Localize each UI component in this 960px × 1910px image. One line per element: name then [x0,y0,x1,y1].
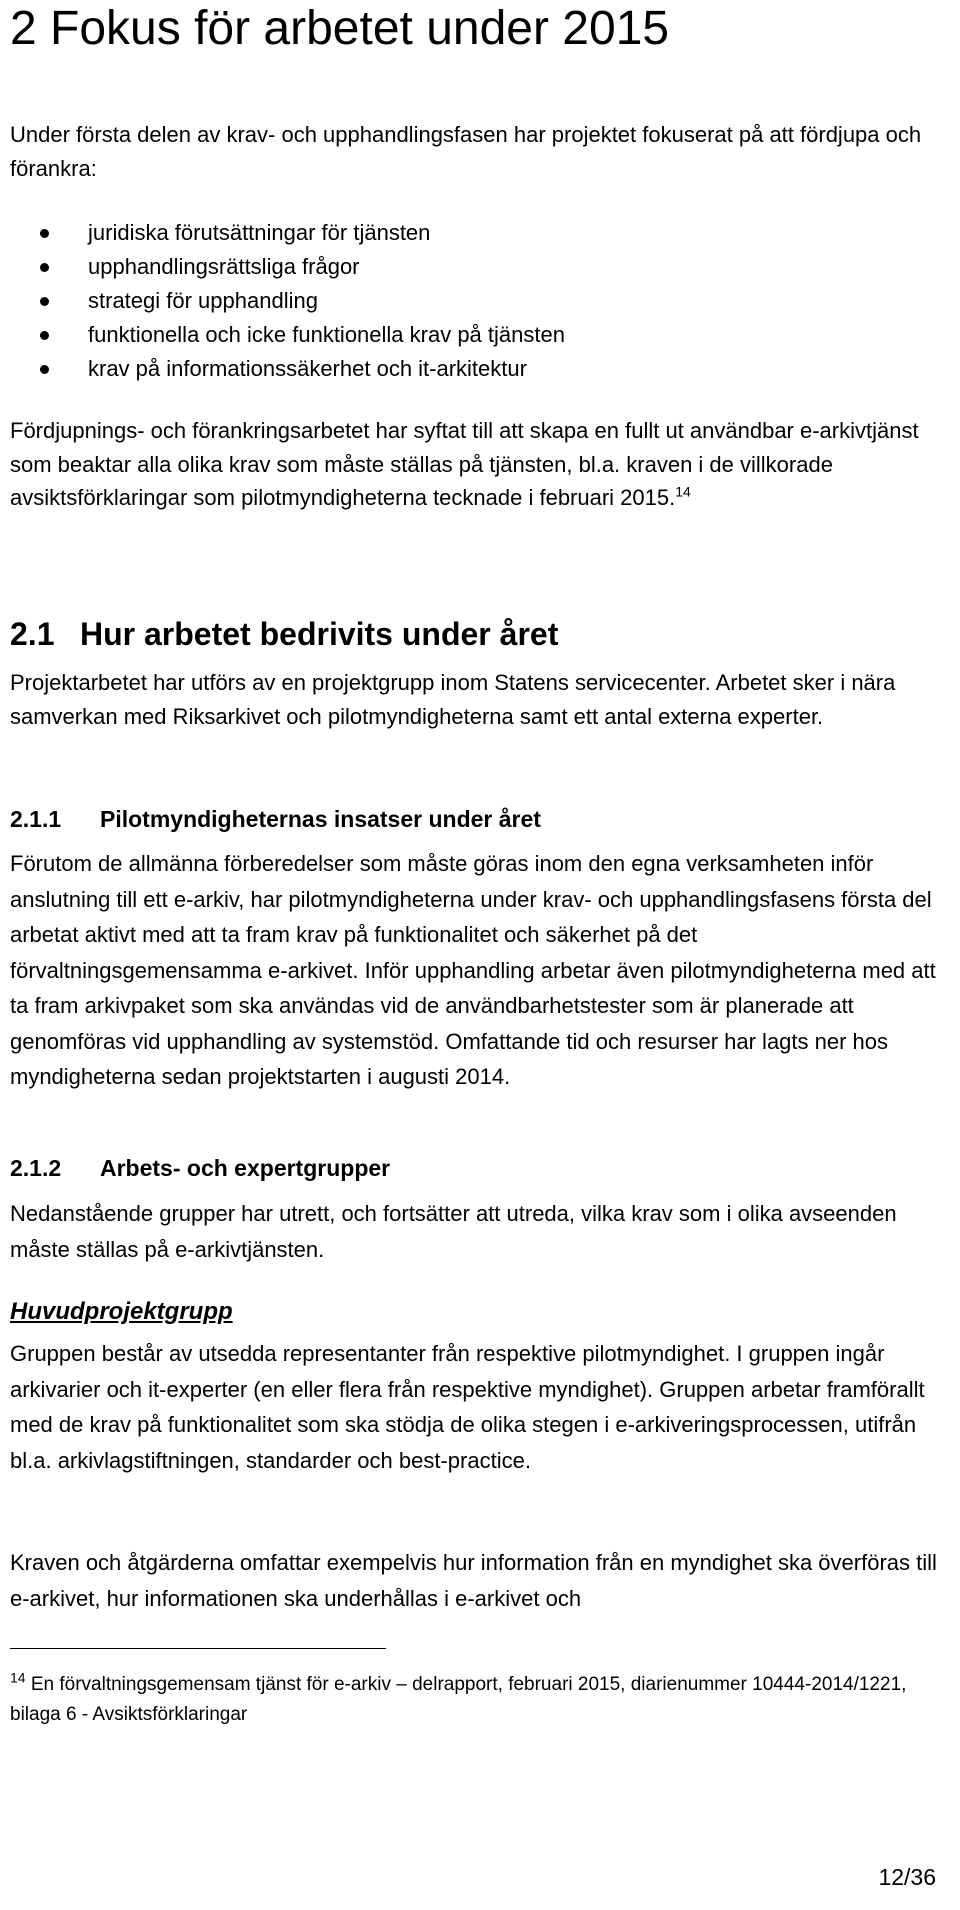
section-heading-2-1-2: 2.1.2 Arbets- och expertgrupper [10,1155,391,1181]
huvudprojektgrupp-paragraph: Gruppen består av utsedda representanter från respektive pilotmyndighet. I gruppen ingår arkivarier och it-experter (en eller flera från respektive myndighet). Gruppen arbetar framförallt med de krav på funktionalitet som ska stödja de olika stegen i e-arkiveringsprocessen, utifrån bl.a. arkivlagstiftningen, standarder och best-practice. [10,1341,925,1473]
section-2-1-1-paragraph: Förutom de allmänna förberedelser som måste göras inom den egna verksamheten inför anslutning till ett e-arkiv, har pilotmyndigheterna under krav- och upphandlingsfasens första del arbetat aktivt med att ta fram krav på funktionalitet och säkerhet på det förvaltningsgemensamma e-arkivet. Inför upphandling arbetar även pilotmyndigheterna med att ta fram arkivpaket som ska användas vid de användbarhetstester som är planerade att genomföras vid upphandling av systemstöd. Omfattande tid och resurser har lagts ner hos myndigheterna sedan projektstarten i augusti 2014. [10,851,936,1089]
list-item: juridiska förutsättningar för tjänsten [40,216,565,250]
bullet-icon [40,365,49,374]
footnote-number: 14 [10,1669,26,1686]
list-item: strategi för upphandling [40,284,565,318]
purpose-paragraph: Fördjupnings- och förankringsarbetet har syftat till att skapa en fullt ut användbar e-arkivtjänst som beaktar alla olika krav som måste ställas på tjänsten, bl.a. kraven i de villkorade avsiktsförklaringar som pilotmyndigheterna tecknade i februari 2015.14 [10,418,919,510]
section-2-1-paragraph: Projektarbetet har utförs av en projektgrupp inom Statens servicecenter. Arbetet sker i nära samverkan med Riksarkivet och pilotmyndigheterna samt ett antal externa experter. [10,670,896,729]
footnote: $^{14}$ En förvaltningsgemensam tjänst för e-arkiv – delrapport, februari 2015, diarienummer 10444-2014/1221, bilaga 6 - Avsiktsförklaringar [10,1669,907,1725]
section-heading-2-1: 2.1 Hur arbetet bedrivits under året [10,616,559,652]
section-heading-2-1-1: 2.1.1 Pilotmyndigheternas insatser under året [10,806,541,832]
chapter-heading: 2 Fokus för arbetet under 2015 [10,2,670,55]
bullet-icon [40,263,49,272]
bullet-icon [40,297,49,306]
kraven-paragraph: Kraven och åtgärderna omfattar exempelvis hur information från en myndighet ska överföras till e-arkivet, hur informationen ska underhållas i e-arkivet och [10,1550,937,1611]
intro-paragraph: Under första delen av krav- och upphandlingsfasen har projektet fokuserat på att fördjupa och förankra: [10,122,922,181]
bullet-icon [40,331,49,340]
subheading-huvudprojektgrupp: Huvudprojektgrupp [10,1298,233,1325]
page-number: 12/36 [878,1864,936,1890]
list-item: funktionella och icke funktionella krav på tjänsten [40,318,565,352]
bullet-icon [40,229,49,238]
footnote-reference[interactable]: 14 [675,483,691,500]
list-item: krav på informationssäkerhet och it-arkitektur [40,352,565,386]
section-2-1-2-paragraph: Nedanstående grupper har utrett, och fortsätter att utreda, vilka krav som i olika avseenden måste ställas på e-arkivtjänsten. [10,1201,897,1262]
footnote-divider [10,1648,386,1649]
focus-bullet-list [40,216,565,386]
list-item: upphandlingsrättsliga frågor [40,250,565,284]
